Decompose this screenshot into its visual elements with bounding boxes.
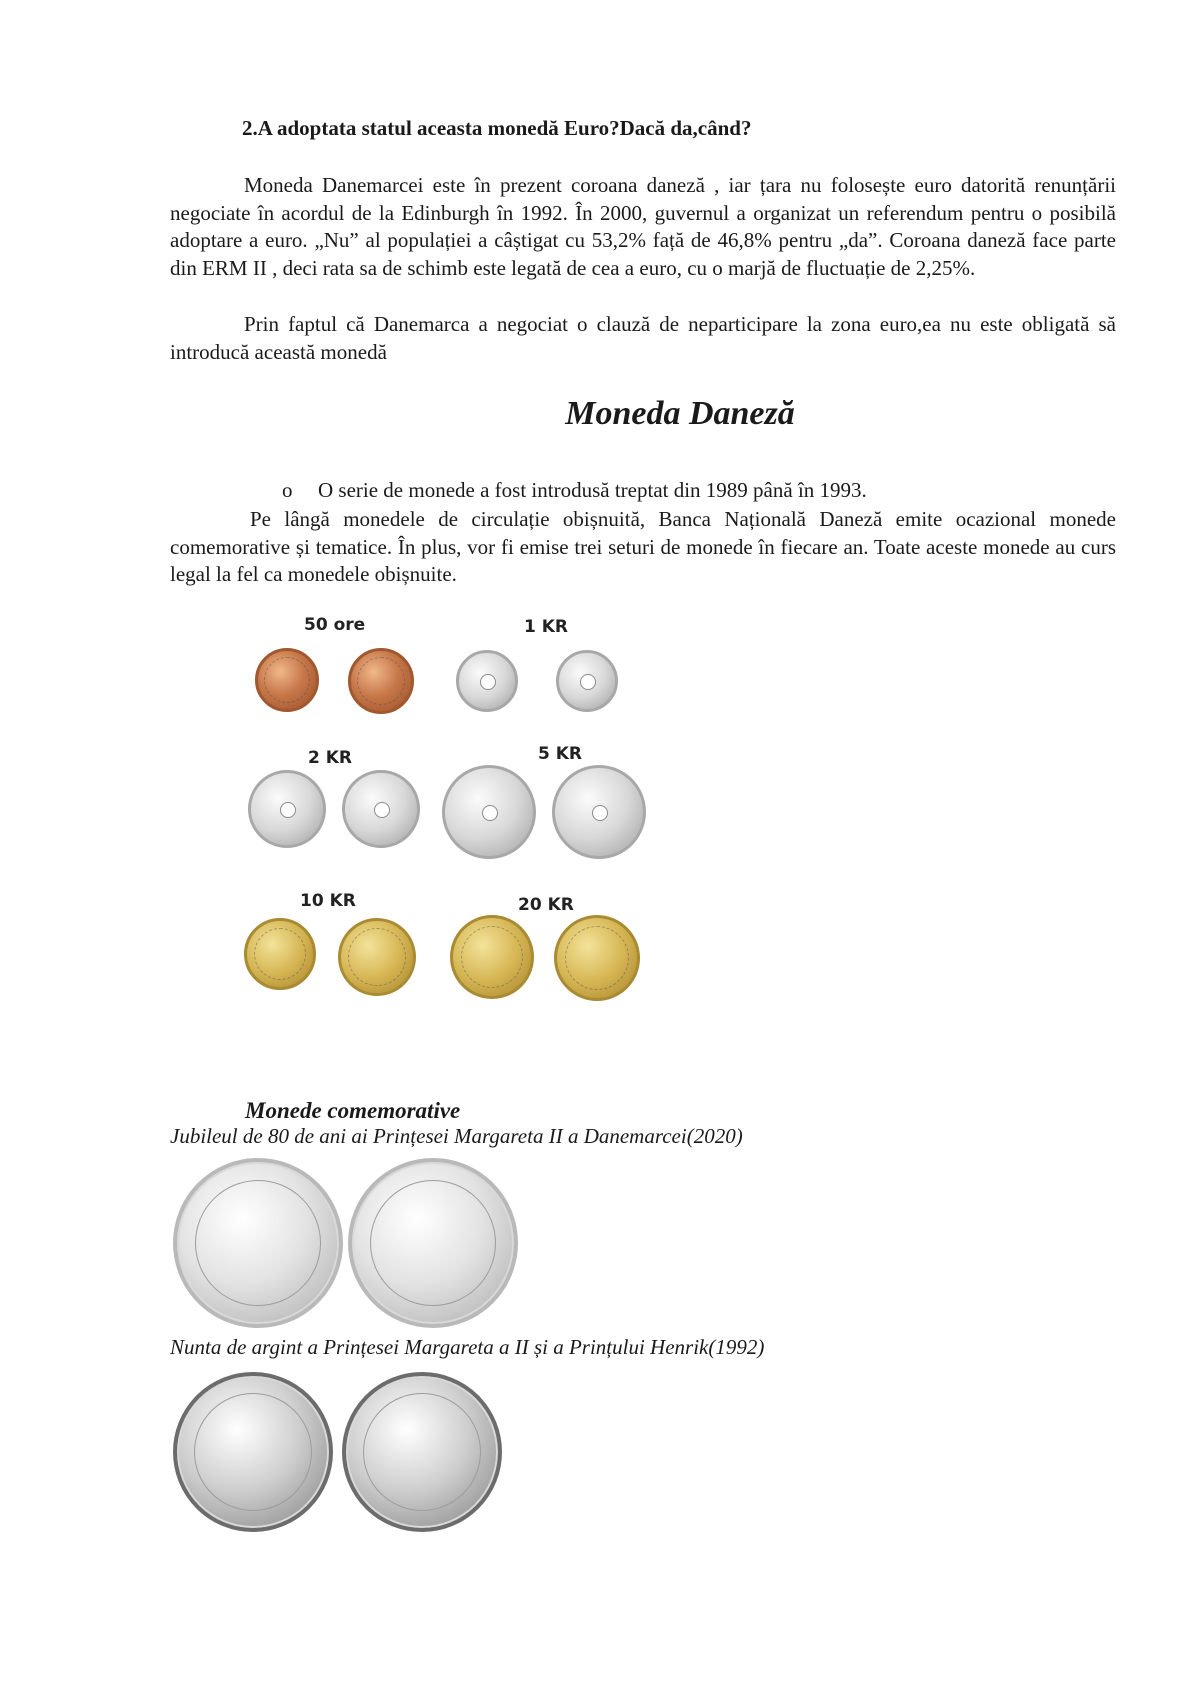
section-title: Moneda Daneză [565, 395, 795, 432]
coin-label-2-kr: 2 KR [308, 748, 353, 768]
caption-jubilee-2020: Jubileul de 80 de ani ai Prințesei Margareta II a Danemarcei(2020) [170, 1124, 743, 1148]
coin-5-kr-back [552, 765, 646, 859]
coin-label-10-kr: 10 KR [300, 891, 356, 911]
coin-hole [480, 674, 496, 690]
paragraph-euro-status [170, 172, 1116, 282]
coin-hole [580, 674, 596, 690]
question-heading: 2.A adoptata statul aceasta monedă Euro?Dacă da,când? [242, 116, 752, 140]
coin-10-kr-front [244, 918, 316, 990]
coin-rim [565, 926, 629, 990]
coin-rim [348, 928, 406, 986]
coin-2-kr-back [342, 770, 420, 848]
coin-hole [592, 805, 608, 821]
commemorative-heading: Monede comemorative [245, 1098, 461, 1123]
coin-inner-ring [370, 1180, 496, 1306]
coin-50-ore-front [255, 648, 319, 712]
coin-rim [264, 657, 310, 703]
coin-hole [280, 802, 296, 818]
coin-inner-ring [195, 1180, 321, 1306]
coin-2-kr-front [248, 770, 326, 848]
coin-label-1-kr: 1 KR [524, 617, 569, 637]
paragraph-text: Pe lângă monedele de circulație obișnuită, Banca Națională Daneză emite ocazional monede comemorative și tematice. În plus, vor fi emise trei seturi de monede în fiecare an. Toate aceste monede au curs legal la fel ca monedele obișnuite. [170, 507, 1116, 586]
caption-silver-wedding-1992: Nunta de argint a Prințesei Margareta a II și a Prințului Henrik(1992) [170, 1335, 765, 1359]
paragraph-opt-out [170, 311, 1116, 366]
commemorative-coin-2020-front [173, 1158, 343, 1328]
paragraph-text: Prin faptul că Danemarca a negociat o clauză de neparticipare la zona euro,ea nu este obligată să introducă această monedă [170, 312, 1116, 364]
paragraph-text: Moneda Danemarcei este în prezent coroana daneză , iar țara nu folosește euro datorită renunțării negociate în acordul de la Edinburgh în 1992. În 2000, guvernul a organizat un referendum pentru o posibilă adoptare a euro. „Nu” al populației a câștigat cu 53,2% față de 46,8% pentru „da”. Coroana daneză face parte din ERM II , deci rata sa de schimb este legată de cea a euro, cu o marjă de fluctuație de 2,25%. [170, 173, 1116, 280]
coin-inner-ring [363, 1393, 482, 1512]
coin-hole [374, 802, 390, 818]
coin-rim [357, 657, 405, 705]
bullet-text: O serie de monede a fost introdusă treptat din 1989 până în 1993. [318, 478, 867, 502]
coin-10-kr-back [338, 918, 416, 996]
coin-5-kr-front [442, 765, 536, 859]
coin-hole [482, 805, 498, 821]
coin-inner-ring [194, 1393, 313, 1512]
commemorative-coin-1992-back [342, 1372, 502, 1532]
bullet-marker: o [282, 478, 293, 502]
coin-1-kr-front [456, 650, 518, 712]
bullet-item [282, 478, 867, 503]
commemorative-coin-1992-front [173, 1372, 333, 1532]
coin-rim [254, 928, 307, 981]
coin-50-ore-back [348, 648, 414, 714]
coin-label-50-ore: 50 ore [304, 615, 366, 635]
coin-1-kr-back [556, 650, 618, 712]
coin-rim [461, 926, 523, 988]
circulation-coins-figure [250, 615, 710, 1015]
coin-label-20-kr: 20 KR [518, 895, 574, 915]
coin-20-kr-front [450, 915, 534, 999]
paragraph-commemorative-intro [170, 506, 1116, 589]
commemorative-coin-2020-back [348, 1158, 518, 1328]
coin-label-5-kr: 5 KR [538, 744, 583, 764]
coin-20-kr-back [554, 915, 640, 1001]
